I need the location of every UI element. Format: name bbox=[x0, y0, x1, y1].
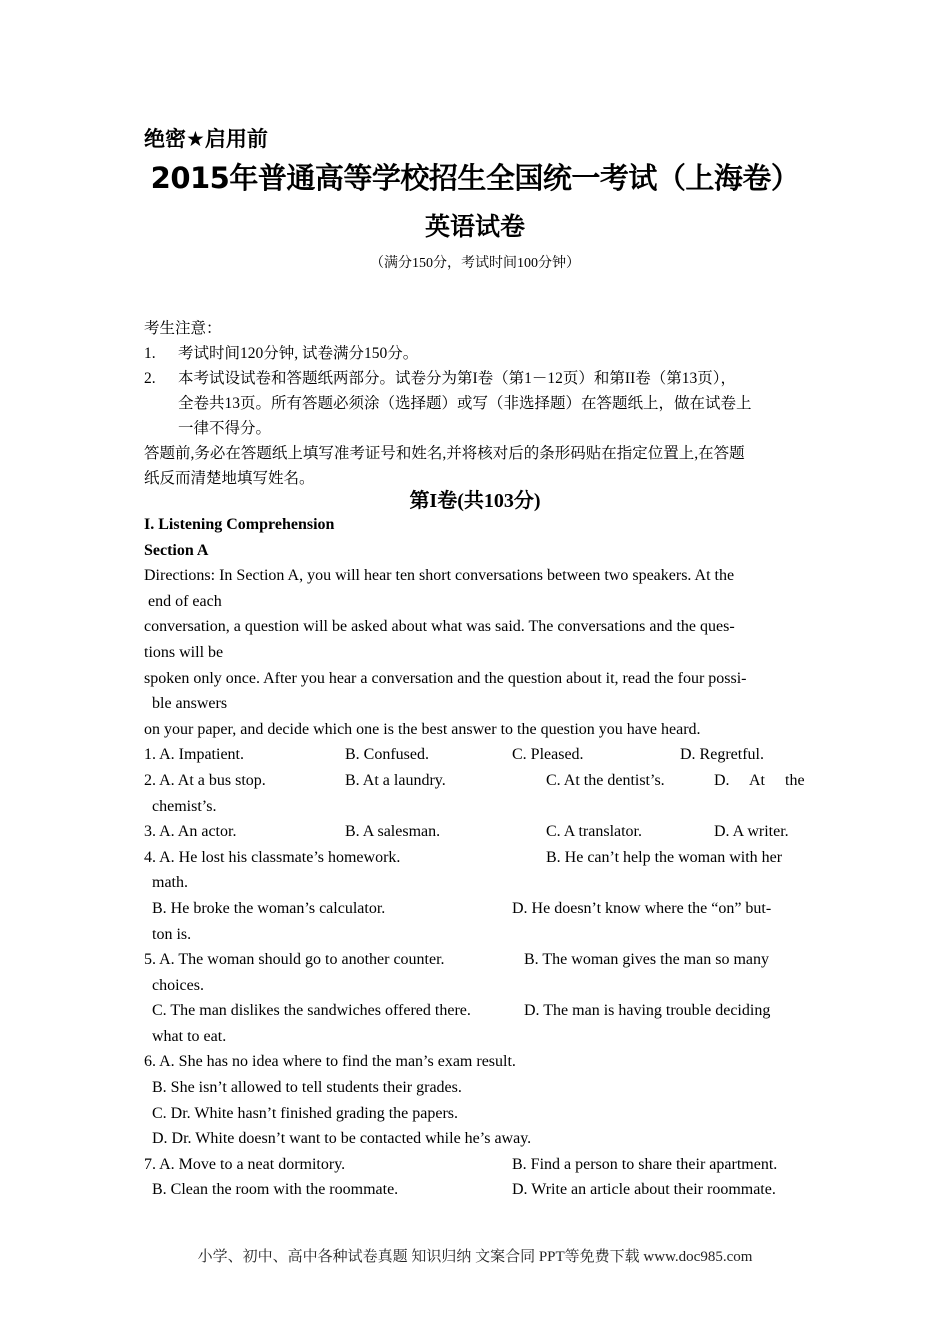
notice-line: 一律不得分。 bbox=[178, 420, 272, 437]
question-4-options: B. He broke the woman’s calculator. D. He doesn’t know where the “on” but- bbox=[152, 899, 772, 917]
question-5-options: C. The man dislikes the sandwiches offered there. D. The man is having trouble deciding bbox=[152, 1002, 771, 1020]
exam-meta: （满分150分，考试时间100分钟） bbox=[370, 256, 580, 271]
question-2-cont: chemist’s. bbox=[152, 797, 217, 815]
question-5-cont: what to eat. bbox=[152, 1027, 227, 1045]
notice-line: 纸反而清楚地填写姓名。 bbox=[144, 470, 315, 487]
question-6: 6. A. She has no idea where to find the man’s exam result. bbox=[144, 1053, 516, 1071]
section-subheading: Section A bbox=[144, 541, 209, 559]
notice-line: 答题前,务必在答题纸上填写准考证号和姓名,并将核对后的条形码贴在指定位置上,在答题 bbox=[144, 445, 745, 462]
notice-item-1: 1. 考试时间120分钟, 试卷满分150分。 bbox=[144, 345, 419, 362]
listening-section bbox=[144, 512, 808, 1203]
question-1: 1. A. Impatient. B. Confused. C. Pleased. D. Regretful. bbox=[144, 746, 764, 764]
directions-line: on your paper, and decide which one is the best answer to the question you have heard. bbox=[144, 720, 701, 738]
directions-line: end of each bbox=[148, 592, 222, 610]
question-7: 7. A. Move to a neat dormitory. B. Find a person to share their apartment. bbox=[144, 1155, 778, 1173]
directions-line: spoken only once. After you hear a conversation and the question about it, read the four possi- bbox=[144, 669, 747, 687]
question-6-option: B. She isn’t allowed to tell students their grades. bbox=[152, 1079, 462, 1097]
question-6-option: D. Dr. White doesn’t want to be contacted while he’s away. bbox=[152, 1130, 532, 1148]
question-5: 5. A. The woman should go to another counter. B. The woman gives the man so many bbox=[144, 951, 769, 969]
question-4-cont: ton is. bbox=[152, 925, 192, 943]
page-footer: 小学、初中、高中各种试卷真题 知识归纳 文案合同 PPT等免费下载 www.doc985.com bbox=[197, 1249, 753, 1265]
question-5-cont: choices. bbox=[152, 976, 204, 994]
notice-item-2: 2. 本考试设试卷和答题纸两部分。试卷分为第I卷（第1－12页）和第II卷（第13页）， bbox=[144, 370, 736, 387]
question-6-option: C. Dr. White hasn’t finished grading the papers. bbox=[152, 1104, 459, 1122]
question-4-cont: math. bbox=[152, 874, 188, 892]
notice-heading: 考生注意： bbox=[144, 320, 222, 337]
directions-line: conversation, a question will be asked about what was said. The conversations and the ques- bbox=[144, 618, 735, 636]
directions-line: Directions: In Section A, you will hear ten short conversations between two speakers. At the bbox=[144, 567, 735, 585]
question-7-options: B. Clean the room with the roommate. D. Write an article about their roommate. bbox=[152, 1181, 776, 1199]
exam-title: 2015年普通高等学校招生全国统一考试（上海卷） bbox=[150, 161, 800, 195]
directions-line: tions will be bbox=[144, 643, 224, 661]
notice-line: 全卷共13页。所有答题必须涂（选择题）或写（非选择题）在答题纸上，做在试卷上 bbox=[178, 395, 752, 412]
part-title: 第I卷(共103分) bbox=[409, 490, 541, 512]
question-2: 2. A. At a bus stop. B. At a laundry. C. At the dentist’s. D. At the bbox=[144, 771, 805, 789]
question-4: 4. A. He lost his classmate’s homework. B. He can’t help the woman with her bbox=[144, 848, 783, 866]
directions-line: ble answers bbox=[152, 695, 228, 713]
question-3: 3. A. An actor. B. A salesman. C. A translator. D. A writer. bbox=[144, 823, 789, 841]
confidential-mark: 绝密★启用前 bbox=[144, 127, 268, 151]
exam-subtitle: 英语试卷 bbox=[424, 212, 525, 241]
section-heading: I. Listening Comprehension bbox=[144, 516, 335, 533]
candidate-notice bbox=[144, 316, 808, 491]
